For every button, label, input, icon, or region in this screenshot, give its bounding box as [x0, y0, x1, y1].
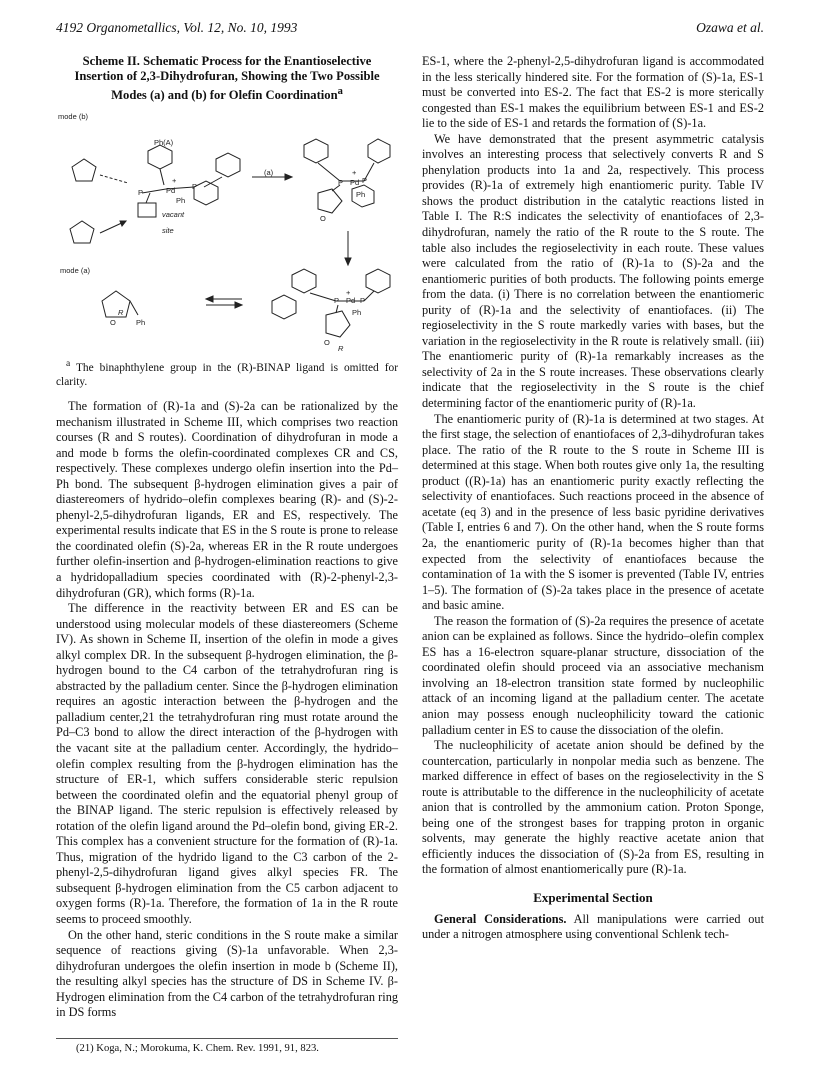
- left-paragraph-1: The formation of (R)-1a and (S)-2a can be rationalized by the mechanism illustrated in Scheme III, which comprises two reaction courses (R and S routes). Coordination of dihydrofuran in mode a and mode b forms the olefin-coordinated complexes CR and CS, respectively. These complexes undergo olefin insertion into the Pd–Ph bond. The subsequent β-hydrogen elimination gives a pair of diastereomers of hydrido–olefin complexes bearing (R)- and (S)-2-phenyl-2,5-dihydrofuran ligands, ER and ES, respectively. The experimental results indicate that ES in the S route is prone to release the coordinated olefin (S)-2a, whereas ER in the R route undergoes further olefin-insertion and β-hydrogen-elimination reactions to give a hydridopalladium species coordinated with (R)-2-phenyl-2,3-dihydrofuran (GR), which forms (R)-1a.: [56, 398, 398, 600]
- phenyl-ring-tr2: [368, 139, 390, 163]
- dihydrofuran-product: [102, 291, 130, 317]
- ph-a-label: Ph(A): [154, 138, 174, 148]
- o-label-2: O: [110, 318, 116, 328]
- mode-a-label: mode (a): [60, 266, 91, 276]
- p-label-2: P: [192, 182, 198, 192]
- right-paragraph-3: The enantiomeric purity of (R)-1a is determined at two stages. At the first stage, the selection of enantiofaces of 2,3-dihydrofuran takes place. The ratio of the R route to the S route in Scheme III is determined at this stage. When both routes give only 1a, the resulting product ((R)-1a) has an enantiomeric purity exactly reflecting the selectivity of enantiofaces. Such reactions proceed in the absence of acetate (eq 3) and in the presence of less basic pyridine derivatives (Table I, entries 6 and 7). On the other hand, when the S route forms 2a, the enantiomeric purity of (R)-1a becomes higher than that expected from the selectivity of enantiofaces because the contamination of 1a with the S isomer is prevented (Table IV, entries 1–5). The formation of (S)-2a takes place in the presence of acetate and basic amine.: [422, 411, 764, 613]
- phenyl-ring-left: [194, 181, 218, 205]
- pd-label-2: Pd: [350, 178, 360, 188]
- reference-footnote: (21) Koga, N.; Morokuma, K. Chem. Rev. 1991, 91, 823.: [56, 1038, 398, 1054]
- section-title: Experimental Section: [533, 889, 653, 905]
- phenyl-ring-br3: [272, 295, 296, 319]
- right-paragraph-4: The reason the formation of (S)-2a requires the presence of acetate anion can be explained as follows. Since the hydrido–olefin complex ES has a 16-electron square-planar structure, dissociation of the coordinated olefin should proceed via an associative mechanism involving an 18-electron transition state formed by nucleophilic attack of an incoming ligand at the palladium center. The acetate anion may possess enough nucleophilicity toward the cationic palladium center in ES to cause the dissociation of the olefin.: [422, 613, 764, 737]
- dihydrofuran-ring-b: [72, 159, 96, 181]
- phenyl-ring-right: [216, 153, 240, 177]
- p-label-1: P: [138, 188, 144, 198]
- r-label-1: R: [118, 308, 124, 318]
- scheme-footnote: $^a$ The binaphthylene group in the (R)-BINAP ligand is omitted for clarity.: [56, 359, 398, 388]
- p-label-3: P: [338, 178, 344, 188]
- o-label-1: O: [320, 214, 326, 224]
- pd-label-1: Pd: [166, 186, 176, 196]
- experimental-lead: General Considerations.: [434, 911, 567, 926]
- ph-label-4: Ph: [352, 308, 362, 318]
- dihydrofuran-ring-a: [70, 221, 94, 243]
- p-label-4: P: [362, 176, 368, 186]
- running-header: [56, 20, 764, 38]
- pd-label-3: Pd: [346, 296, 356, 306]
- p-pd-bond-1: [142, 189, 166, 193]
- o-label-3: O: [324, 338, 330, 348]
- right-paragraph-1: ES-1, where the 2-phenyl-2,5-dihydrofuran ligand is accommodated in the less sterically hindered site. For the formation of (S)-1a, ES-1 must be converted into ES-2. The fact that ES-2 is more sterically congested than ES-1 makes the equilibrium between ES-1 and ES-2 lie to the side of ES-1 and retards the formation of (S)-1a.: [422, 54, 764, 131]
- author-header: Ozawa et al.: [696, 20, 764, 35]
- ph-label-2: Ph: [356, 190, 366, 200]
- p-label-5: P: [334, 296, 340, 306]
- phenyl-ring-br2: [366, 269, 390, 293]
- vacant-site-label: vacant site: [162, 210, 185, 235]
- ph-label-3: Ph: [136, 318, 146, 328]
- plus-label-1: +: [172, 176, 177, 186]
- thf-ring-br: [326, 311, 350, 337]
- approach-dash: [100, 175, 128, 183]
- mode-b-label: mode (b): [58, 112, 89, 122]
- right-paragraph-2: We have demonstrated that the present asymmetric catalysis involves an interesting process that selectively converts R and S phenylation products into 1a and 2a, respectively. This process provides (R)-1a of extremely high enantiomeric purity. Table IV shows the product distribution in the catalytic reactions listed in Table I. The R:S indicates the selectivity of enantiofaces of 2,3-dihydrofuran, namely the ratio of the R route to the S route. The table also includes the regioselectivity in each route. These values were calculated from the ratio of (R)-1a to (S)-2a and the enantiomeric purities of both products. The following points emerge from the data. (i) There is no correlation between the enantiomeric purity of (R)-1a and the selectivity of enantiofaces. (ii) The regioselectivity in the S route markedly varies with bases, but the variation in the regioselectivity in the R route is relatively small. (iii) The enantiomeric purity of (R)-1a remarkably increases as the selectivity of 2a in the S route increases. These observations clearly indicate that the regioselectivity in the S route is the chief determining factor of the enantiomeric purity of (R)-1a.: [422, 131, 764, 411]
- plus-label-2: +: [352, 168, 357, 178]
- plus-label-3: +: [346, 288, 351, 298]
- experimental-paragraph: General Considerations. All manipulations were carried out under a nitrogen atmosphere using conventional Schlenk tech-: [422, 911, 764, 942]
- right-paragraph-5: The nucleophilicity of acetate anion should be defined by the countercation, particularly in nonpolar media such as benzene. The marked difference in effect of bases on the regioselectivity in the S route is attributable to the difference in the nucleophilicity of acetate anion that is controlled by the ammonium cation. Proton Sponge, being one of the strongest bases for trapping proton in organic solvents, may generate the highly reactive acetate anion that efficiently induces the dissociation of (S)-2a from ES, resulting in the formation of almost enantiomerically pure (R)-1a.: [422, 738, 764, 877]
- journal-citation: 4192 Organometallics, Vol. 12, No. 10, 1993: [56, 20, 298, 35]
- ph-label-1: Ph: [176, 196, 186, 206]
- thf-ring-tr: [318, 189, 342, 213]
- scheme-figure: [56, 105, 398, 353]
- left-column: [56, 54, 398, 1021]
- scheme-caption: Scheme II. Schematic Process for the Enantioselective Insertion of 2,3-Dihydrofuran, Showing the Two Possible Modes (a) and (b) for Olefin Coordination$^a$: [74, 54, 380, 103]
- arrow-a-label: (a): [264, 168, 274, 178]
- p-label-6: P: [360, 296, 366, 306]
- vacant-site-square: [138, 203, 156, 217]
- left-paragraph-2: The difference in the reactivity between ER and ES can be understood using molecular models of these diastereomers (Scheme IV). As shown in Scheme II, insertion of the olefin in mode a gives alkyl complex DR. In the subsequent β-hydrogen elimination, the β-hydrogen bound to the C4 carbon of the tetrahydrofuran ring is abstracted by the palladium center. Since the β-hydrogen elimination requires an agostic interaction between the β-hydrogen and the palladium center,21 the tetrahydrofuran ring must rotate around the Pd–C3 bond to allow the direct interaction of the β-hydrogen with the vacant site at the palladium center. Accordingly, the hydrido–olefin complex resulting from the β-hydrogen elimination has the structure of ER-1, which suffers considerable steric repulsion between the coordinated olefin and the equatorial phenyl group of the BINAP ligand. The steric repulsion is effectively released by rotation of the olefin ligand around the Pd–olefin bond, giving ER-2. This complex has a convenient structure for the formation of (R)-1a. Thus, migration of the hydrido ligand to the C3 carbon of the 2-phenyl-2,5-dihydrofuran ligand gives alkyl species FR. The subsequent β-hydrogen elimination from the C5 carbon adjacent to oxygen forms (R)-1a. Therefore, the formation of 1a in the R route seems to proceed smoothly.: [56, 601, 398, 927]
- right-column: [422, 54, 764, 943]
- phenyl-ring-tr1: [304, 139, 328, 163]
- left-paragraph-3: On the other hand, steric conditions in the S route make a similar sequence of reactions giving (S)-1a unfavorable. When 2,3-dihydrofuran undergoes the olefin insertion in mode b (Scheme II), the resulting alkyl species has the structure of DS in Scheme IV. β-Hydrogen elimination from the C4 carbon of the tetrahydrofuran ring in DS forms: [56, 927, 398, 1020]
- phenyl-ring-br1: [292, 269, 316, 293]
- r-label-2: R: [338, 344, 344, 354]
- scheme-drawing: [56, 105, 398, 353]
